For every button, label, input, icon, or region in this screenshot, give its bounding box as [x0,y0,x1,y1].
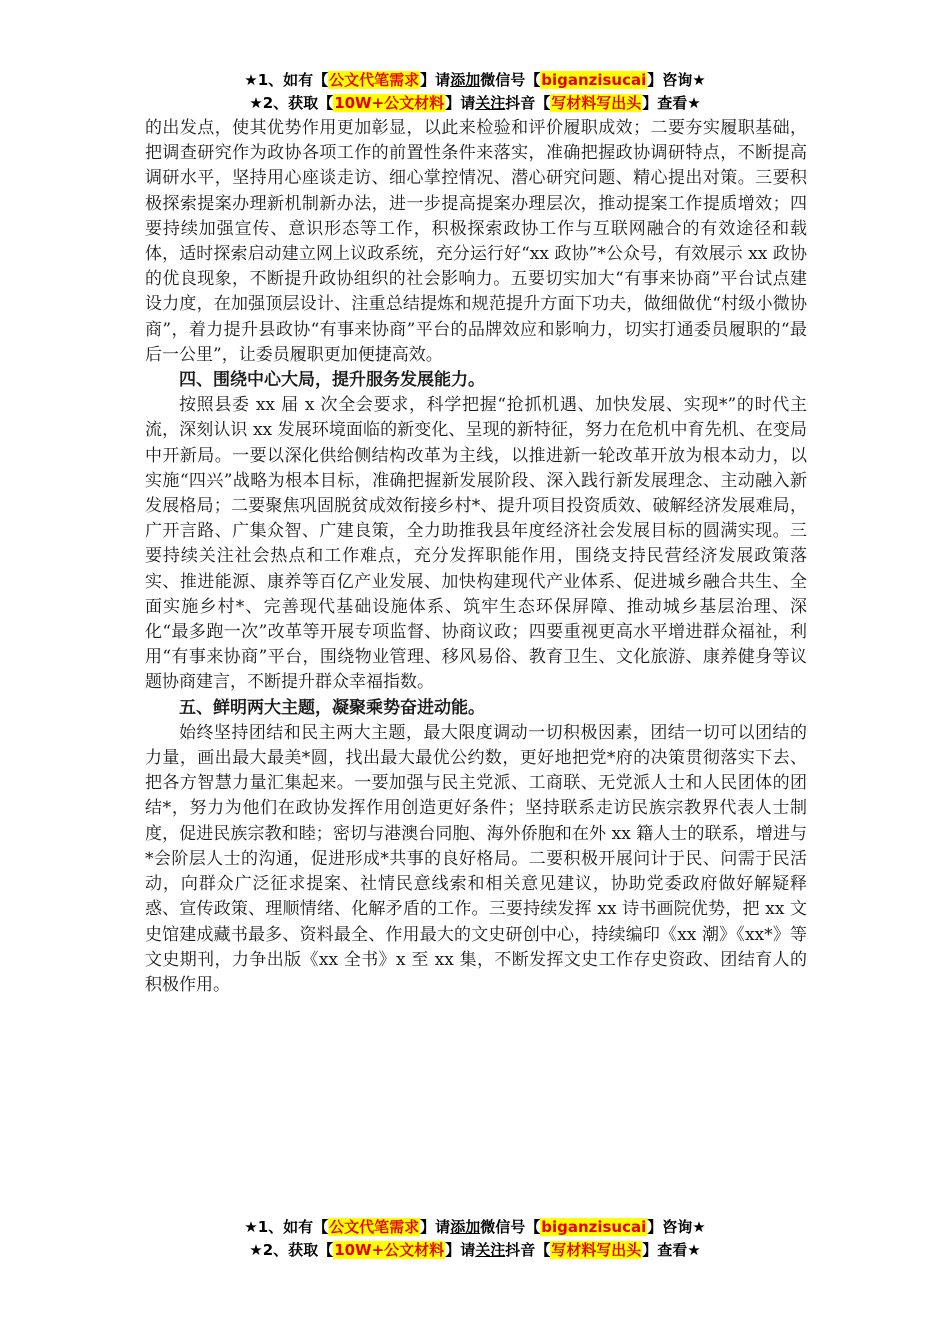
ad-underline-add: 添加 [450,71,481,89]
ad-highlight-douyin-id: 写材料写出头 [551,1241,642,1259]
paragraph-continued: 的出发点，使其优势作用更加彰显，以此来检验和评价履职成效；二要夯实履职基础，把调查研究作为政协各项工作的前置性条件来落实，准确把握政协调研特点，不断提高调研水平，坚持用心座谈走访、细心掌控情况、潜心研究问题、精心提出对策。三要积极探索提案办理新机制新办法，进一步提高提案办理层次，推动提案工作提质增效；四要持续加强宣传、意识形态等工作，积极探索政协工作与互联网融合的有效途径和载体，适时探索启动建立网上议政系统，充分运行好“xx 政协”*公众号，有效展示 xx 政协的优良现象，不断提升政协组织的社会影响力。五要切实加大“有事来协商”平台试点建设力度，在加强顶层设计、注重总结提炼和规范提升方面下功夫，做细做优“村级小微协商”，着力提升县政协“有事来协商”平台的品牌效应和影响力，切实打通委员履职的“最后一公里”，让委员履职更加便捷高效。 [145,118,807,365]
ad-line-wechat [0,1216,950,1239]
footer-ad-banner [0,1216,950,1262]
ad-line-douyin [0,92,950,115]
document-body [145,116,807,998]
ad-text: ★2、获取【 [249,1241,334,1259]
ad-highlight-service: 公文代笔需求 [329,71,420,89]
section-heading-4: 四、围绕中心大局，提升服务发展能力。 [179,370,485,391]
section-heading-5: 五、鲜明两大主题，凝聚乘势奋进动能。 [179,697,485,718]
ad-text: 】请 [445,94,476,112]
ad-highlight-materials: 10W+公文材料 [334,1241,445,1259]
ad-text: 】请 [445,1241,476,1259]
ad-text: 】咨询★ [647,71,706,89]
ad-text: 】查看★ [642,1241,701,1259]
paragraph-section-5: 始终坚持团结和民主两大主题，最大限度调动一切积极因素，团结一切可以团结的力量，画出最大最美*圆，找出最大最优公约数，更好地把党*府的决策贯彻落实下去、把各方智慧力量汇集起来。一要加强与民主党派、工商联、无党派人士和人民团体的团结*，努力为他们在政协发挥作用创造更好条件；坚持联系走访民族宗教界代表人士制度，促进民族宗教和睦；密切与港澳台同胞、海外侨胞和在外 xx 籍人士的联系，增进与*会阶层人士的沟通，促进形成*共事的良好格局。二要积极开展问计于民、问需于民活动，向群众广泛征求提案、社情民意线索和相关意见建议，协助党委政府做好解疑释惑、宣传政策、理顺情绪、化解矛盾的工作。三要持续发挥 xx 诗书画院优势，把 xx 文史馆建成藏书最多、资料最全、作用最大的文史研创中心，持续编印《xx 潮》《xx*》等文史期刊，力争出版《xx 全书》x 至 xx 集，不断发挥文史工作存史资政、团结育人的积极作用。 [145,722,807,995]
ad-text: 抖音【 [505,94,551,112]
ad-highlight-douyin-id: 写材料写出头 [551,94,642,112]
ad-text: 】查看★ [642,94,701,112]
ad-underline-add: 添加 [450,1218,481,1236]
ad-text: 】咨询★ [647,1218,706,1236]
ad-text: 】请 [420,71,451,89]
ad-highlight-materials: 10W+公文材料 [334,94,445,112]
ad-text: ★1、如有【 [244,71,329,89]
ad-underline-follow: 关注 [475,94,506,112]
ad-text: 抖音【 [505,1241,551,1259]
ad-underline-follow: 关注 [475,1241,506,1259]
ad-highlight-wechat-id: biganzisucai [541,1218,647,1236]
ad-text: 微信号【 [480,1218,541,1236]
ad-text: 微信号【 [480,71,541,89]
header-ad-banner [0,69,950,115]
ad-line-douyin [0,1239,950,1262]
paragraph-section-4: 按照县委 xx 届 x 次全会要求，科学把握“抢抓机遇、加快发展、实现*”的时代主流，深刻认识 xx 发展环境面临的新变化、呈现的新特征，努力在危机中育先机、在变局中开新局。一要以深化供给侧结构改革为主线，以推进新一轮改革开放为根本动力，以实施“四兴”战略为根本目标，准确把握新发展阶段、深入践行新发展理念、主动融入新发展格局；二要聚焦巩固脱贫成效衔接乡村*、提升项目投资质效、破解经济发展难局，广开言路、广集众智、广建良策，全力助推我县年度经济社会发展目标的圆满实现。三要持续关注社会热点和工作难点，充分发挥职能作用，围绕支持民营经济发展政策落实、推进能源、康养等百亿产业发展、加快构建现代产业体系、促进城乡融合共生、全面实施乡村*、完善现代基础设施体系、筑牢生态环保屏障、推动城乡基层治理、深化“最多跑一次”改革等开展专项监督、协商议政；四要重视更高水平增进群众福祉，利用“有事来协商”平台，围绕物业管理、移风易俗、教育卫生、文化旅游、康养健身等议题协商建言，不断提升群众幸福指数。 [145,395,807,693]
ad-text: ★2、获取【 [249,94,334,112]
ad-highlight-wechat-id: biganzisucai [541,71,647,89]
ad-highlight-service: 公文代笔需求 [329,1218,420,1236]
ad-line-wechat [0,69,950,92]
ad-text: 】请 [420,1218,451,1236]
ad-text: ★1、如有【 [244,1218,329,1236]
